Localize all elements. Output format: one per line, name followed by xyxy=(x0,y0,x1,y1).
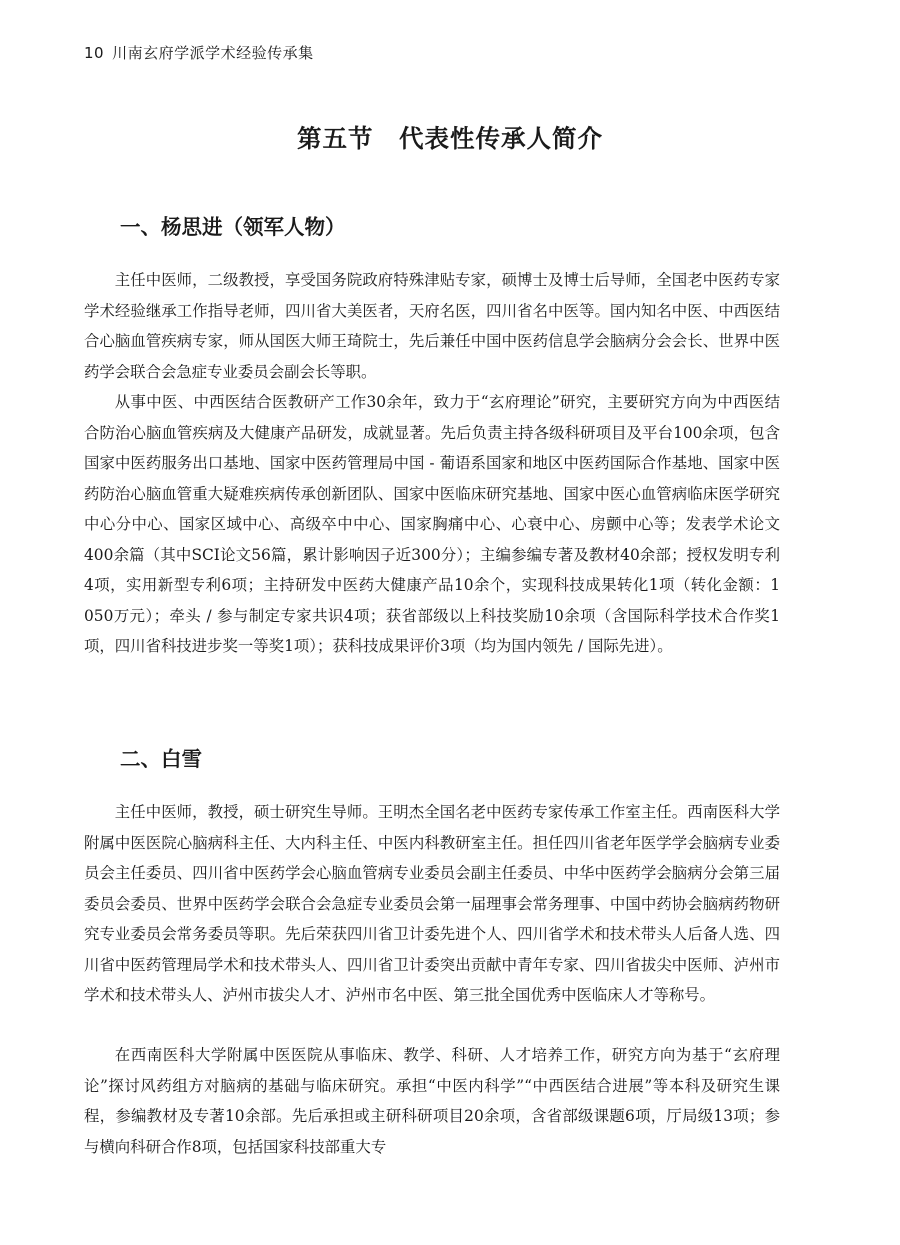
person2-paragraph-1: 主任中医师，教授，硕士研究生导师。王明杰全国名老中医药专家传承工作室主任。西南医科大学附属中医医院心脑病科主任、大内科主任、中医内科教研室主任。担任四川省老年医学学会脑病专业委员会主任委员、四川省中医药学会心脑血管病专业委员会副主任委员、中华中医药学会脑病分会第三届委员会委员、世界中医药学会联合会急症专业委员会第一届理事会常务理事、中国中药协会脑病药物研究专业委员会常务委员等职。先后荣获四川省卫计委先进个人、四川省学术和技术带头人后备人选、四川省中医药管理局学术和技术带头人、四川省卫计委突出贡献中青年专家、四川省拔尖中医师、泸州市学术和技术带头人、泸州市拔尖人才、泸州市名中医、第三批全国优秀中医临床人才等称号。 xyxy=(84,803,780,1004)
person2-paragraph-2: 在西南医科大学附属中医医院从事临床、教学、科研、人才培养工作，研究方向为基于“玄府理论”探讨风药组方对脑病的基础与临床研究。承担“中医内科学”“中西医结合进展”等本科及研究生课程，参编教材及专著10余部。先后承担或主研科研项目20余项，含省部级课题6项，厅局级13项；参与横向科研合作8项，包括国家科技部重大专 xyxy=(84,1046,780,1156)
section-title: 第五节 代表性传承人简介 xyxy=(297,124,603,153)
person1-paragraph-1: 主任中医师，二级教授，享受国务院政府特殊津贴专家，硕博士及博士后导师，全国老中医药专家学术经验继承工作指导老师，四川省大美医者，天府名医，四川省名中医等。国内知名中医、中西医结合心脑血管疾病专家，师从国医大师王琦院士，先后兼任中国中医药信息学会脑病分会会长、世界中医药学会联合会急症专业委员会副会长等职。 xyxy=(84,271,780,381)
running-header xyxy=(84,42,314,63)
person2-heading: 二、白雪 xyxy=(120,747,202,771)
page-number: 10 xyxy=(84,44,105,62)
book-title: 川南玄府学派学术经验传承集 xyxy=(112,44,314,62)
person1-paragraph-2: 从事中医、中西医结合医教研产工作30余年，致力于“玄府理论”研究，主要研究方向为中西医结合防治心脑血管疾病及大健康产品研发，成就显著。先后负责主持各级科研项目及平台100余项，包含国家中医药服务出口基地、国家中医药管理局中国 - 葡语系国家和地区中医药国际合作基地、国家中医药防治心脑血管重大疑难疾病传承创新团队、国家中医临床研究基地、国家中医心血管病临床医学研究中心分中心、国家区域中心、高级卒中中心、国家胸痛中心、心衰中心、房颤中心等；发表学术论文400余篇（其中SCI论文56篇，累计影响因子近300分）；主编参编专著及教材40余部；授权发明专利4项，实用新型专利6项；主持研发中医药大健康产品10余个，实现科技成果转化1项（转化金额：1 050万元）；牵头 / 参与制定专家共识4项；获省部级以上科技奖励10余项（含国际科学技术合作奖1项，四川省科技进步奖一等奖1项）；获科技成果评价3项（均为国内领先 / 国际先进）。 xyxy=(84,393,780,655)
person1-heading: 一、杨思进（领军人物） xyxy=(120,215,346,239)
